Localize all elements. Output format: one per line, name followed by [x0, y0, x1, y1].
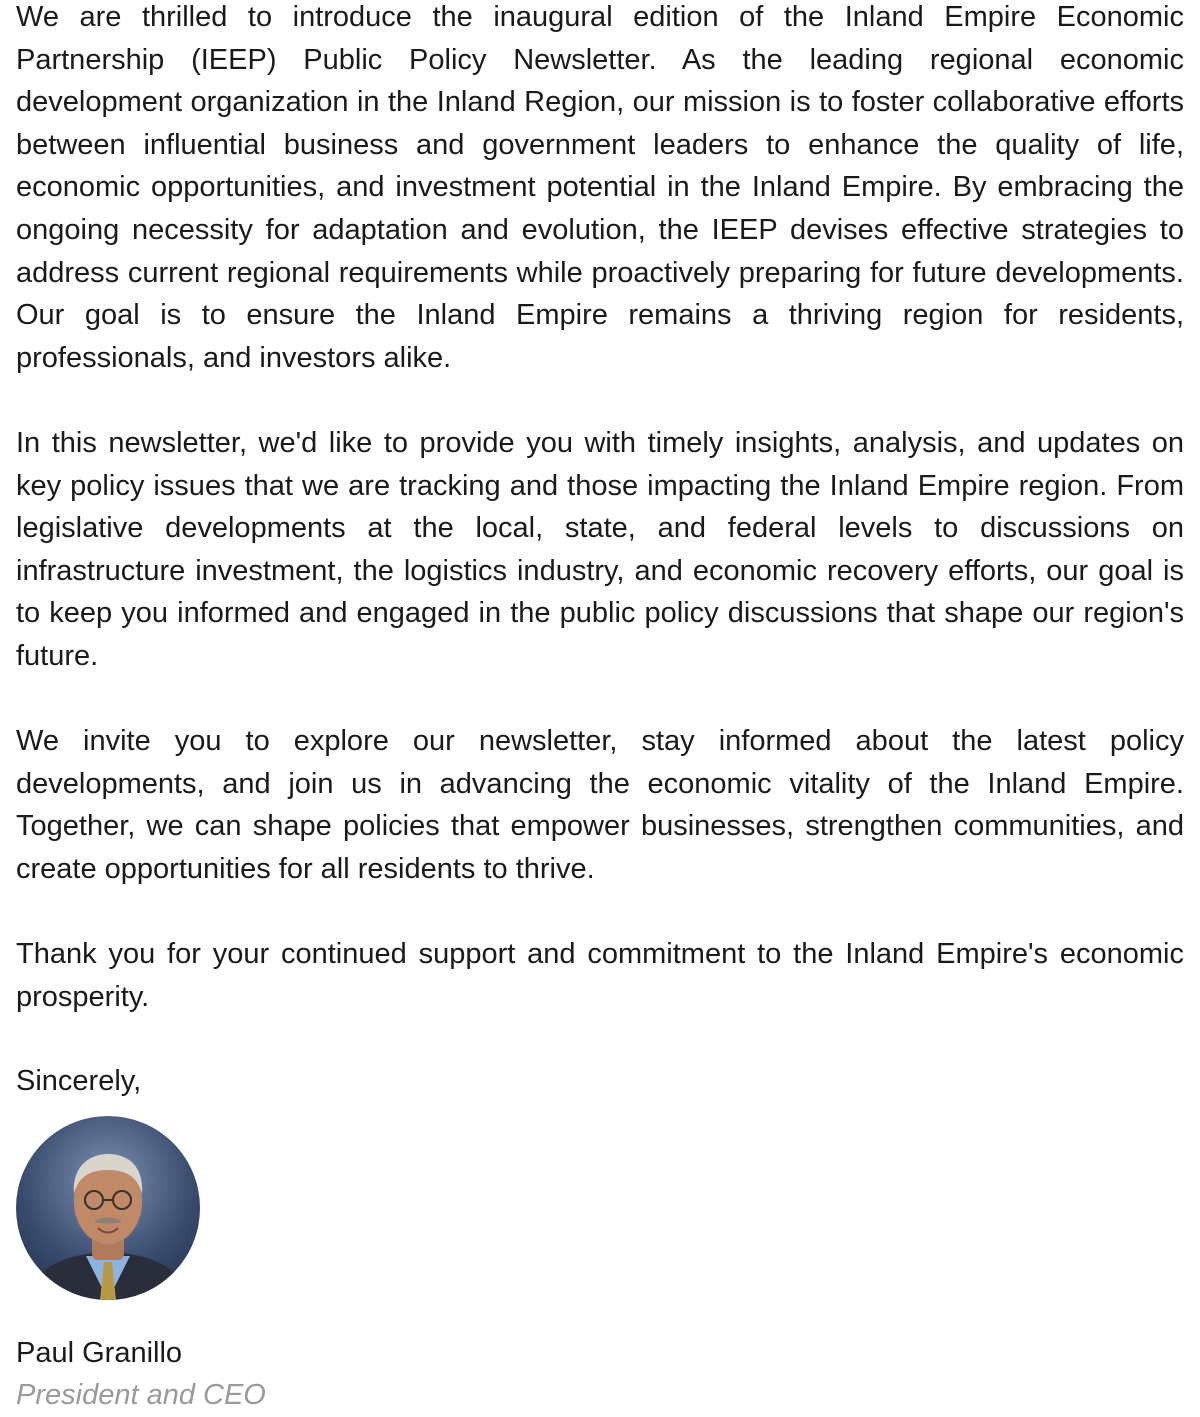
signer-avatar [16, 1116, 200, 1300]
newsletter-purpose-paragraph: In this newsletter, we'd like to provide you with timely insights, analysis, and updates on key policy issues that we are tracking and those impacting the Inland Empire region. From legislative developments at the local, state, and federal levels to discussions on infrastructure investment, the logistics industry, and economic recovery efforts, our goal is to keep you informed and engaged in the public policy discussions that shape our region's future. [16, 426, 1184, 672]
thank-you-paragraph: Thank you for your continued support and commitment to the Inland Empire's economic prosperity. [16, 938, 1184, 1013]
closing-salutation: Sincerely, [16, 1065, 142, 1097]
newsletter-letter [16, 0, 1184, 1411]
portrait-icon [16, 1116, 200, 1300]
signer-name: Paul Granillo [16, 1337, 183, 1369]
signer-title: President and CEO [16, 1379, 266, 1411]
intro-paragraph: We are thrilled to introduce the inaugural edition of the Inland Empire Economic Partnership (IEEP) Public Policy Newsletter. As the leading regional economic development organization in the Inland Region, our mission is to foster collaborative efforts between influential business and government leaders to enhance the quality of life, economic opportunities, and investment potential in the Inland Empire. By embracing the ongoing necessity for adaptation and evolution, the IEEP devises effective strategies to address current regional requirements while proactively preparing for future developments. Our goal is to ensure the Inland Empire remains a thriving region for residents, professionals, and investors alike. [16, 1, 1184, 374]
invitation-paragraph: We invite you to explore our newsletter, stay informed about the latest policy developments, and join us in advancing the economic vitality of the Inland Empire. Together, we can shape policies that empower businesses, strengthen communities, and create opportunities for all residents to thrive. [16, 725, 1184, 885]
